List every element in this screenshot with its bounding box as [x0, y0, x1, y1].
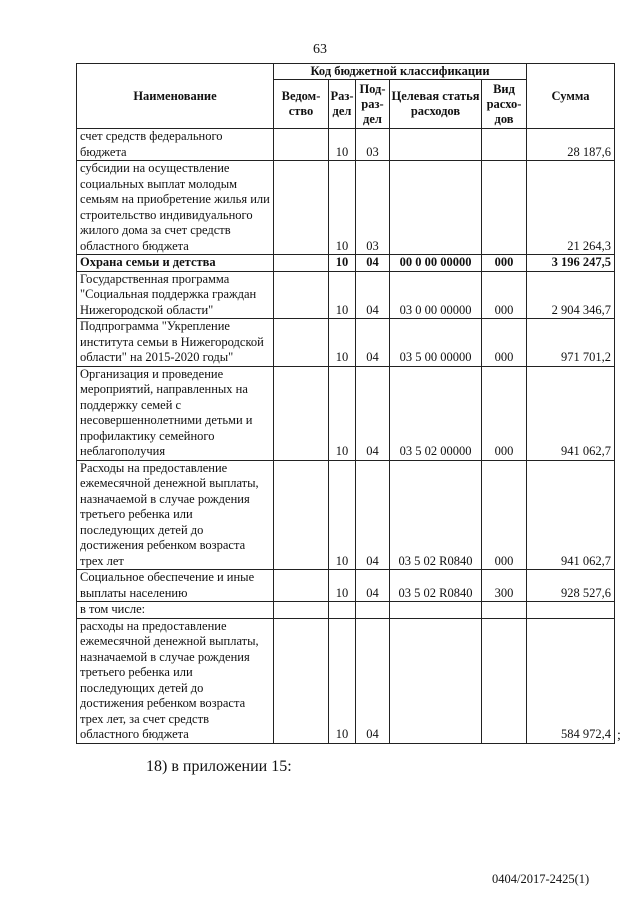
- row-name: субсидии на осуществление социальных выплат молодым семьям на приобретение жилья или строительство индивидуального жилого дома за счет средств областного бюджета: [77, 161, 274, 255]
- row-vedomstvo: [274, 570, 329, 602]
- row-target-article: 03 5 02 R0840: [390, 460, 482, 570]
- row-name: Организация и проведение мероприятий, направленных на поддержку семей с несовершеннолетними детьми и профилактику семейного неблагополучия: [77, 366, 274, 460]
- row-podrazdel: 04: [356, 319, 390, 367]
- table-end-semicolon: ;: [617, 728, 621, 743]
- table-row: [77, 366, 615, 460]
- header-vedomstvo: Ведом-ство: [274, 80, 329, 129]
- row-podrazdel: 04: [356, 618, 390, 743]
- row-name: счет средств федерального бюджета: [77, 129, 274, 161]
- header-sum: Сумма: [527, 64, 615, 129]
- row-razdel: [329, 602, 356, 619]
- row-sum: 941 062,7: [527, 460, 615, 570]
- table-row: [77, 129, 615, 161]
- row-podrazdel: 03: [356, 161, 390, 255]
- row-expense-type: 000: [482, 255, 527, 272]
- row-target-article: [390, 129, 482, 161]
- row-vedomstvo: [274, 618, 329, 743]
- row-name: в том числе:: [77, 602, 274, 619]
- row-sum: [527, 602, 615, 619]
- row-podrazdel: [356, 602, 390, 619]
- row-razdel: 10: [329, 319, 356, 367]
- row-sum: 584 972,4: [527, 618, 615, 743]
- row-razdel: 10: [329, 271, 356, 319]
- row-razdel: 10: [329, 161, 356, 255]
- budget-table: [76, 63, 615, 744]
- row-podrazdel: 04: [356, 460, 390, 570]
- row-name: Социальное обеспечение и иные выплаты населению: [77, 570, 274, 602]
- row-razdel: 10: [329, 618, 356, 743]
- row-sum: 21 264,3: [527, 161, 615, 255]
- row-expense-type: [482, 618, 527, 743]
- row-expense-type: 000: [482, 271, 527, 319]
- row-target-article: 03 5 02 R0840: [390, 570, 482, 602]
- row-podrazdel: 04: [356, 255, 390, 272]
- header-name: Наименование: [77, 64, 274, 129]
- table-row: [77, 255, 615, 272]
- row-expense-type: 000: [482, 366, 527, 460]
- page-number: 63: [313, 42, 327, 57]
- header-podrazdel: Под-раз-дел: [356, 80, 390, 129]
- row-podrazdel: 04: [356, 271, 390, 319]
- row-podrazdel: 04: [356, 570, 390, 602]
- row-sum: 971 701,2: [527, 319, 615, 367]
- row-target-article: [390, 618, 482, 743]
- row-target-article: [390, 161, 482, 255]
- row-sum: 928 527,6: [527, 570, 615, 602]
- row-razdel: 10: [329, 255, 356, 272]
- row-vedomstvo: [274, 161, 329, 255]
- row-target-article: [390, 602, 482, 619]
- header-classification-code: Код бюджетной классификации: [274, 64, 527, 80]
- row-vedomstvo: [274, 271, 329, 319]
- row-name: Подпрограмма "Укрепление института семьи в Нижегородской области" на 2015-2020 годы": [77, 319, 274, 367]
- header-razdel: Раз-дел: [329, 80, 356, 129]
- table-row: [77, 618, 615, 743]
- section-heading: 18) в приложении 15:: [146, 758, 292, 775]
- row-name: Охрана семьи и детства: [77, 255, 274, 272]
- header-target-article: Целевая статья расходов: [390, 80, 482, 129]
- row-vedomstvo: [274, 460, 329, 570]
- row-vedomstvo: [274, 366, 329, 460]
- row-target-article: 03 5 00 00000: [390, 319, 482, 367]
- row-expense-type: [482, 602, 527, 619]
- table-row: [77, 460, 615, 570]
- row-expense-type: 000: [482, 319, 527, 367]
- table-row: [77, 602, 615, 619]
- table-row: [77, 161, 615, 255]
- row-razdel: 10: [329, 366, 356, 460]
- row-expense-type: [482, 129, 527, 161]
- table-row: [77, 271, 615, 319]
- row-podrazdel: 04: [356, 366, 390, 460]
- row-sum: 28 187,6: [527, 129, 615, 161]
- row-podrazdel: 03: [356, 129, 390, 161]
- row-vedomstvo: [274, 602, 329, 619]
- row-expense-type: [482, 161, 527, 255]
- table-row: [77, 319, 615, 367]
- row-vedomstvo: [274, 255, 329, 272]
- document-code: 0404/2017-2425(1): [492, 872, 590, 886]
- row-vedomstvo: [274, 319, 329, 367]
- row-expense-type: 300: [482, 570, 527, 602]
- row-vedomstvo: [274, 129, 329, 161]
- row-expense-type: 000: [482, 460, 527, 570]
- row-razdel: 10: [329, 129, 356, 161]
- row-name: Государственная программа "Социальная поддержка граждан Нижегородской области": [77, 271, 274, 319]
- row-razdel: 10: [329, 460, 356, 570]
- row-target-article: 03 0 00 00000: [390, 271, 482, 319]
- table-row: [77, 570, 615, 602]
- header-expense-type: Вид расхо-дов: [482, 80, 527, 129]
- row-sum: 941 062,7: [527, 366, 615, 460]
- row-sum: 3 196 247,5: [527, 255, 615, 272]
- row-name: Расходы на предоставление ежемесячной денежной выплаты, назначаемой в случае рождения третьего ребенка или последующих детей до достижения ребенком возраста трех лет: [77, 460, 274, 570]
- row-sum: 2 904 346,7: [527, 271, 615, 319]
- row-name: расходы на предоставление ежемесячной денежной выплаты, назначаемой в случае рождения третьего ребенка или последующих детей до достижения ребенком возраста трех лет, за счет средств областного бюджета: [77, 618, 274, 743]
- row-target-article: 00 0 00 00000: [390, 255, 482, 272]
- row-razdel: 10: [329, 570, 356, 602]
- row-target-article: 03 5 02 00000: [390, 366, 482, 460]
